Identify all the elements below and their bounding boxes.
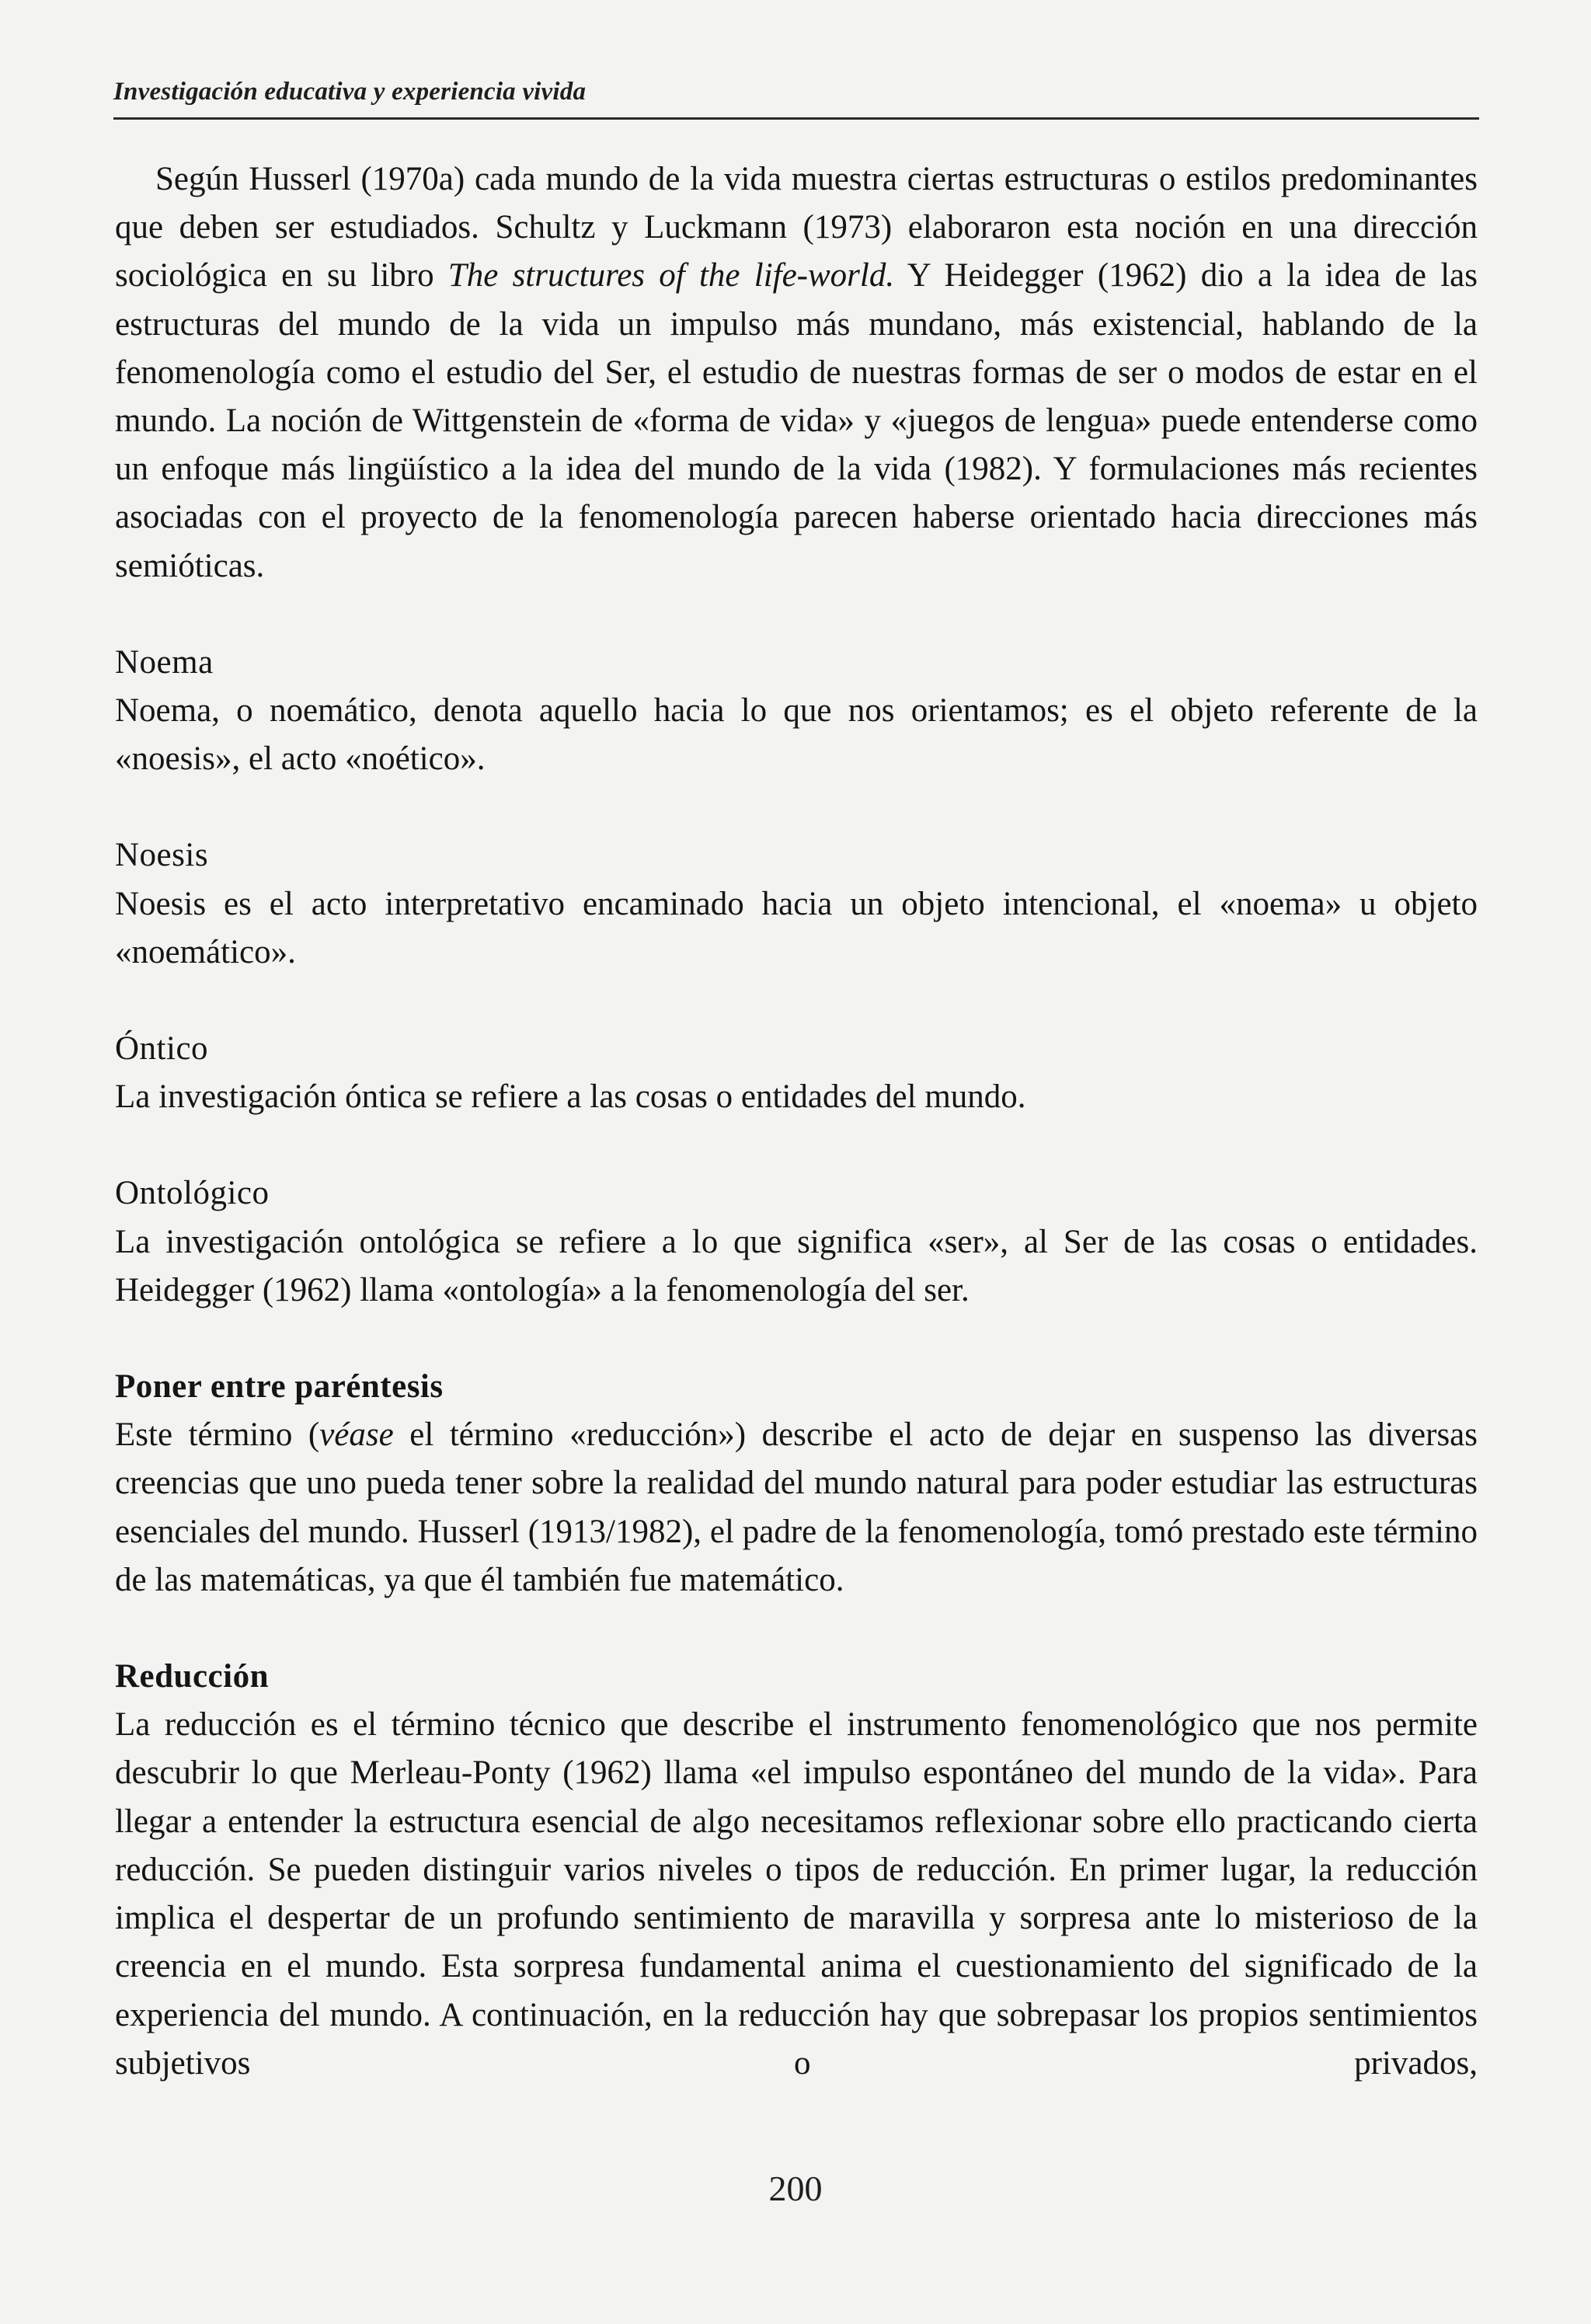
intro-text-start: Según Husserl (1970a) cada mundo de la vida muestra ciertas estructuras o estilos predominantes que deben ser estudiados. Schultz y Luckmann (1973) elaboraron esta noción en una dirección sociológica en su libro xyxy=(115,161,1478,294)
entry-ontologico xyxy=(115,1169,1478,1315)
entry-poner-entre-parentesis xyxy=(115,1363,1478,1605)
entry-reduccion xyxy=(115,1653,1478,2088)
body-text xyxy=(115,155,1478,2088)
entry-noema xyxy=(115,639,1478,784)
intro-text-end: Y Heidegger (1962) dio a la idea de las estructuras del mundo de la vida un impulso más mundano, más existencial, hablando de la fenomenología como el estudio del Ser, el estudio de nuestras formas de ser o modos de estar en el mundo. La noción de Wittgenstein de «forma de vida» y «juegos de lengua» puede entenderse como un enfoque más lingüístico a la idea del mundo de la vida (1982). Y formulaciones más recientes asociadas con el proyecto de la fenomenología parecen haberse orientado hacia direcciones más semióticas. xyxy=(115,257,1478,584)
running-header: Investigación educativa y experiencia vivida xyxy=(113,78,587,106)
term-heading: Óntico xyxy=(115,1030,209,1068)
definition-text-end: el término «reducción») describe el acto de dejar en suspenso las diversas creencias que uno pueda tener sobre la realidad del mundo natural para poder estudiar las estructuras esenciales del mundo. Husserl (1913/1982), el padre de la fenomenología, tomó prestado este término de las matemáticas, ya que él también fue matemático. xyxy=(115,1416,1478,1598)
term-heading: Noesis xyxy=(115,837,209,874)
definition-italic: véase xyxy=(319,1416,394,1454)
page-number: 200 xyxy=(768,2169,823,2208)
term-definition: Noema, o noemático, denota aquello hacia lo que nos orientamos; es el objeto referente de la «noesis», el acto «noético». xyxy=(115,692,1478,778)
term-heading: Noema xyxy=(115,643,214,681)
term-definition xyxy=(115,1411,1478,1605)
term-definition: Noesis es el acto interpretativo encaminado hacia un objeto intencional, el «noema» u objeto «noemático». xyxy=(115,885,1478,970)
entry-ontico xyxy=(115,1025,1478,1121)
entry-noesis xyxy=(115,831,1478,977)
term-heading: Ontológico xyxy=(115,1175,270,1212)
term-heading: Reducción xyxy=(115,1658,269,1695)
term-definition: La investigación ontológica se refiere a lo que significa «ser», al Ser de las cosas o entidades. Heidegger (1962) llama «ontología» a la fenomenología del ser. xyxy=(115,1223,1478,1308)
term-heading: Poner entre paréntesis xyxy=(115,1368,444,1406)
term-definition: La investigación óntica se refiere a las cosas o entidades del mundo. xyxy=(115,1078,1026,1116)
term-definition: La reducción es el término técnico que describe el instrumento fenomenológico que nos permite descubrir lo que Merleau-Ponty (1962) llama «el impulso espontáneo del mundo de la vida». Para llegar a entender la estructura esencial de algo necesitamos reflexionar sobre ello practicando cierta reducción. Se pueden distinguir varios niveles o tipos de reducción. En primer lugar, la reducción implica el despertar de un profundo sentimiento de maravilla y sorpresa ante lo misterioso de la creencia en el mundo. Esta sorpresa fundamental anima el cuestionamiento del significado de la experiencia del mundo. A continuación, en la reducción hay que sobrepasar los propios sentimientos subjetivos o privados, xyxy=(115,1706,1478,2082)
book-title: The structures of the life-world. xyxy=(447,257,895,294)
definition-text-start: Este término ( xyxy=(115,1416,320,1454)
intro-paragraph xyxy=(115,155,1478,591)
header-rule xyxy=(113,117,1479,120)
